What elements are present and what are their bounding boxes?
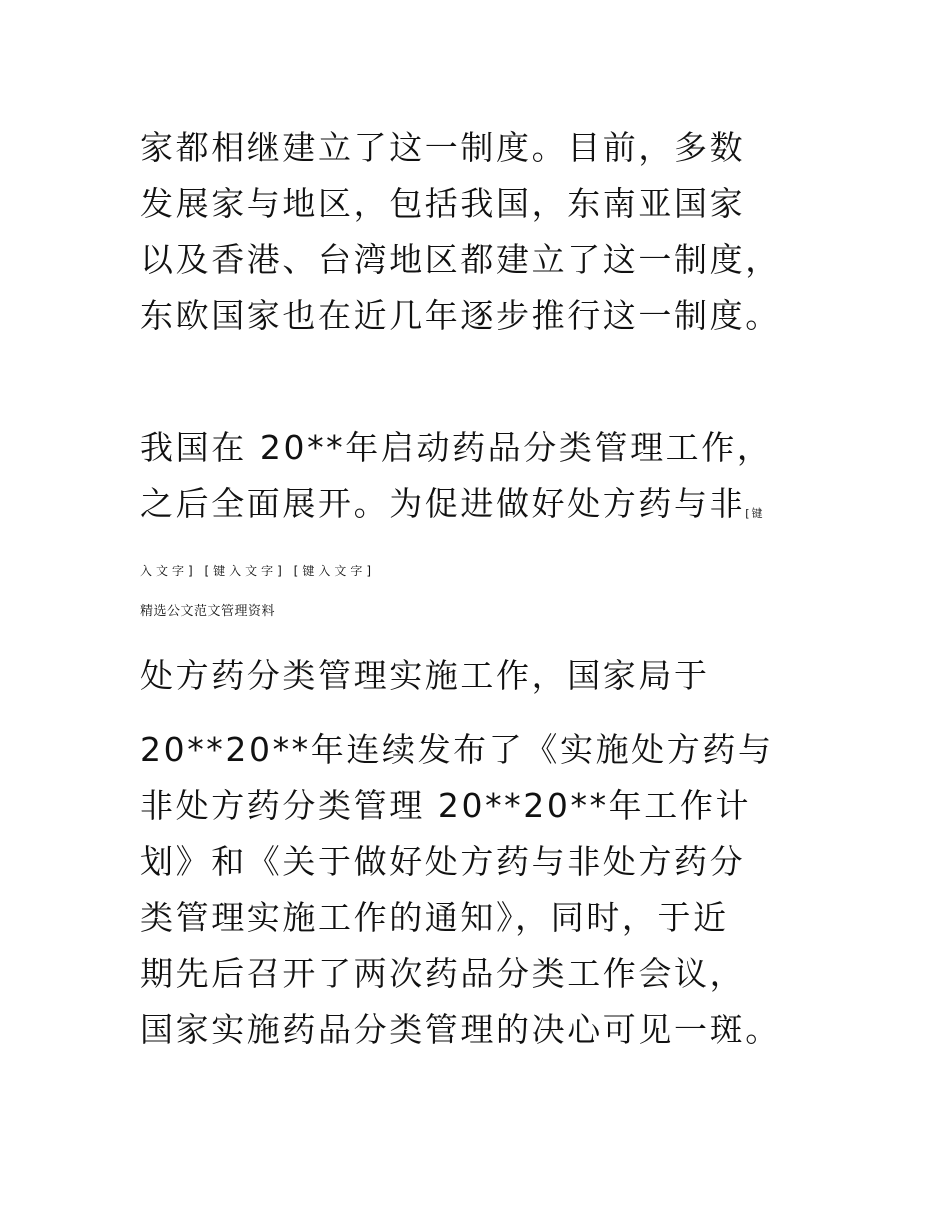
header-footer-note: 精选公文范文管理资料 bbox=[140, 604, 276, 619]
paragraph-3-line-7: 国家实施药品分类管理的决心可见一斑。 bbox=[140, 1010, 781, 1049]
paragraph-3-line-5: 类管理实施工作的通知》，同时，于近 bbox=[140, 898, 729, 937]
paragraph-3-line-2: 20**20**年连续发布了《实施处方药与 bbox=[140, 730, 774, 769]
paragraph-1-line-4: 东欧国家也在近几年逐步推行这一制度。 bbox=[140, 296, 781, 335]
paragraph-2-line-2-text: 之后全面展开。为促进做好处方药与非 bbox=[140, 484, 746, 523]
paragraph-1-line-3: 以及香港、台湾地区都建立了这一制度， bbox=[140, 240, 781, 279]
placeholder-text-line: 入文字] [键入文字] [键入文字] bbox=[140, 564, 376, 578]
paragraph-1-line-2: 发展家与地区，包括我国，东南亚国家 bbox=[140, 184, 746, 223]
paragraph-2-line-2 bbox=[140, 484, 765, 532]
paragraph-3-line-1: 处方药分类管理实施工作，国家局于 bbox=[140, 656, 710, 695]
inline-placeholder: [键 bbox=[745, 507, 765, 520]
paragraph-3-line-4: 划》和《关于做好处方药与非处方药分 bbox=[140, 842, 746, 881]
paragraph-2-line-1: 我国在 20**年启动药品分类管理工作， bbox=[140, 428, 773, 467]
paragraph-3-line-3: 非处方药分类管理 20**20**年工作计 bbox=[140, 786, 752, 825]
paragraph-1-line-1: 家都相继建立了这一制度。目前，多数 bbox=[140, 128, 746, 167]
paragraph-3-line-6: 期先后召开了两次药品分类工作会议， bbox=[140, 954, 746, 993]
